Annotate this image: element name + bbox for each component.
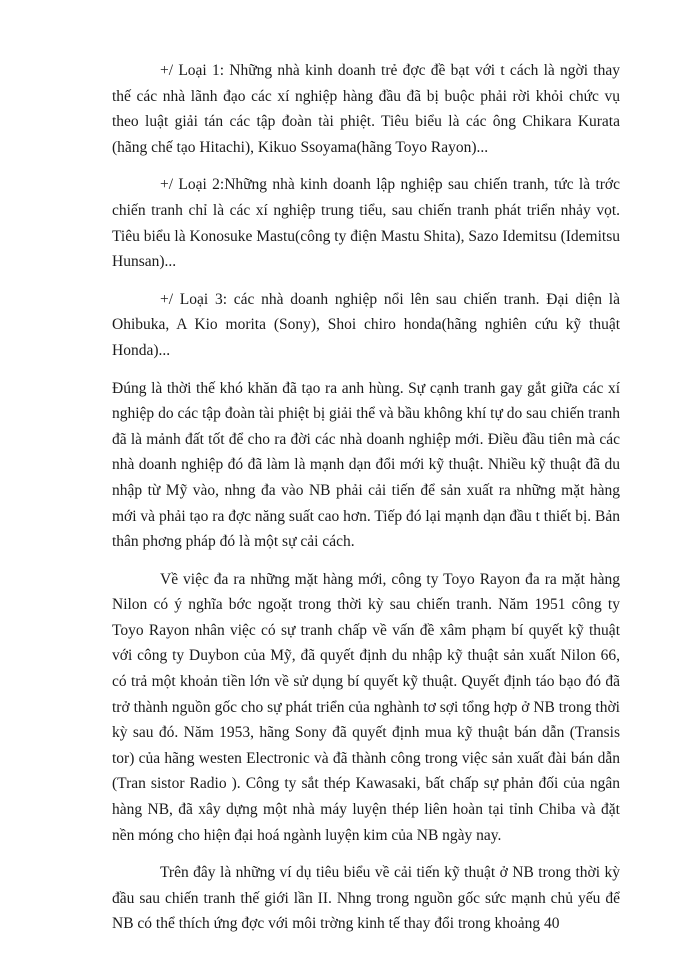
paragraph-type-3: +/ Loại 3: các nhà doanh nghiệp nổi lên sau chiến tranh. Đại diện là Ohibuka, A Kio morita (Sony), Shoi chiro honda(hãng nghiên cứu kỹ thuật Honda)...	[112, 290, 620, 359]
paragraph-innovation: Đúng là thời thế khó khăn đã tạo ra anh hùng. Sự cạnh tranh gay gắt giữa các xí nghiệp do các tập đoàn tài phiệt bị giải thể và bầu không khí tự do sau chiến tranh đã là mảnh đất tốt để cho ra đời các nhà doanh nghiệp mới. Điều đầu tiên mà các nhà doanh nghiệp đó đã làm là mạnh dạn đổi mới kỹ thuật. Nhiều kỹ thuật đã du nhập từ Mỹ vào, nhng đa vào NB phải cải tiến để sản xuất ra những mặt hàng mới và phải tạo ra đợc năng suất cao hơn. Tiếp đó lại mạnh dạn đầu t thiết bị. Bản thân phơng pháp đó là một sự cải cách.	[112, 379, 621, 551]
paragraph-new-products: Về việc đa ra những mặt hàng mới, công ty Toyo Rayon đa ra mặt hàng Nilon có ý nghĩa bớc ngoặt trong thời kỳ sau chiến tranh. Năm 1951 công ty Toyo Rayon nhân việc có sự tranh chấp về vấn đề xâm phạm bí quyết kỹ thuật với công ty Duybon của Mỹ, đã quyết định du nhập kỹ thuật sản xuất Nilon 66, có trả một khoản tiền lớn về sử dụng bí quyết kỹ thuật. Quyết định táo bạo đó đã trở thành nguồn gốc cho sự phát triển của nghành tơ sợi tổng hợp ở NB trong thời kỳ sau đó. Năm 1953, hãng Sony đã quyết định mua kỹ thuật bán dẫn (Transis tor) của hãng westen Electronic và đã thành công trong việc sản xuất đài bán dẫn (Tran sistor Radio ). Công ty sắt thép Kawasaki, bất chấp sự phản đối của ngân hàng NB, đã xây dựng một nhà máy luyện thép liên hoàn tại tỉnh Chiba và đặt nền móng cho hiện đại hoá ngành luyện kim của NB ngày nay.	[112, 570, 620, 844]
paragraph-type-2: +/ Loại 2:Những nhà kinh doanh lập nghiệp sau chiến tranh, tức là trớc chiến tranh chỉ là các xí nghiệp trung tiểu, sau chiến tranh phát triển nhảy vọt. Tiêu biểu là Konosuke Mastu(công ty điện Mastu Shita), Sazo Idemitsu (Idemitsu Hunsan)...	[112, 176, 620, 271]
paragraph-summary: Trên đây là những ví dụ tiêu biểu về cải tiến kỹ thuật ở NB trong thời kỳ đầu sau chiến tranh thế giới lần II. Nhng trong nguồn gốc sức mạnh chủ yếu để NB có thể thích ứng đợc với môi trờng kinh tế thay đổi trong khoảng 40	[112, 864, 620, 933]
paragraph-type-1: +/ Loại 1: Những nhà kinh doanh trẻ đợc đề bạt với t cách là ngời thay thế các nhà lãnh đạo các xí nghiệp hàng đầu đã bị buộc phải rời khỏi chức vụ theo luật giải tán các tập đoàn tài phiệt. Tiêu biểu là các ông Chikara Kurata (hãng chế tạo Hitachi), Kikuo Ssoyama(hãng Toyo Rayon)...	[112, 62, 620, 156]
